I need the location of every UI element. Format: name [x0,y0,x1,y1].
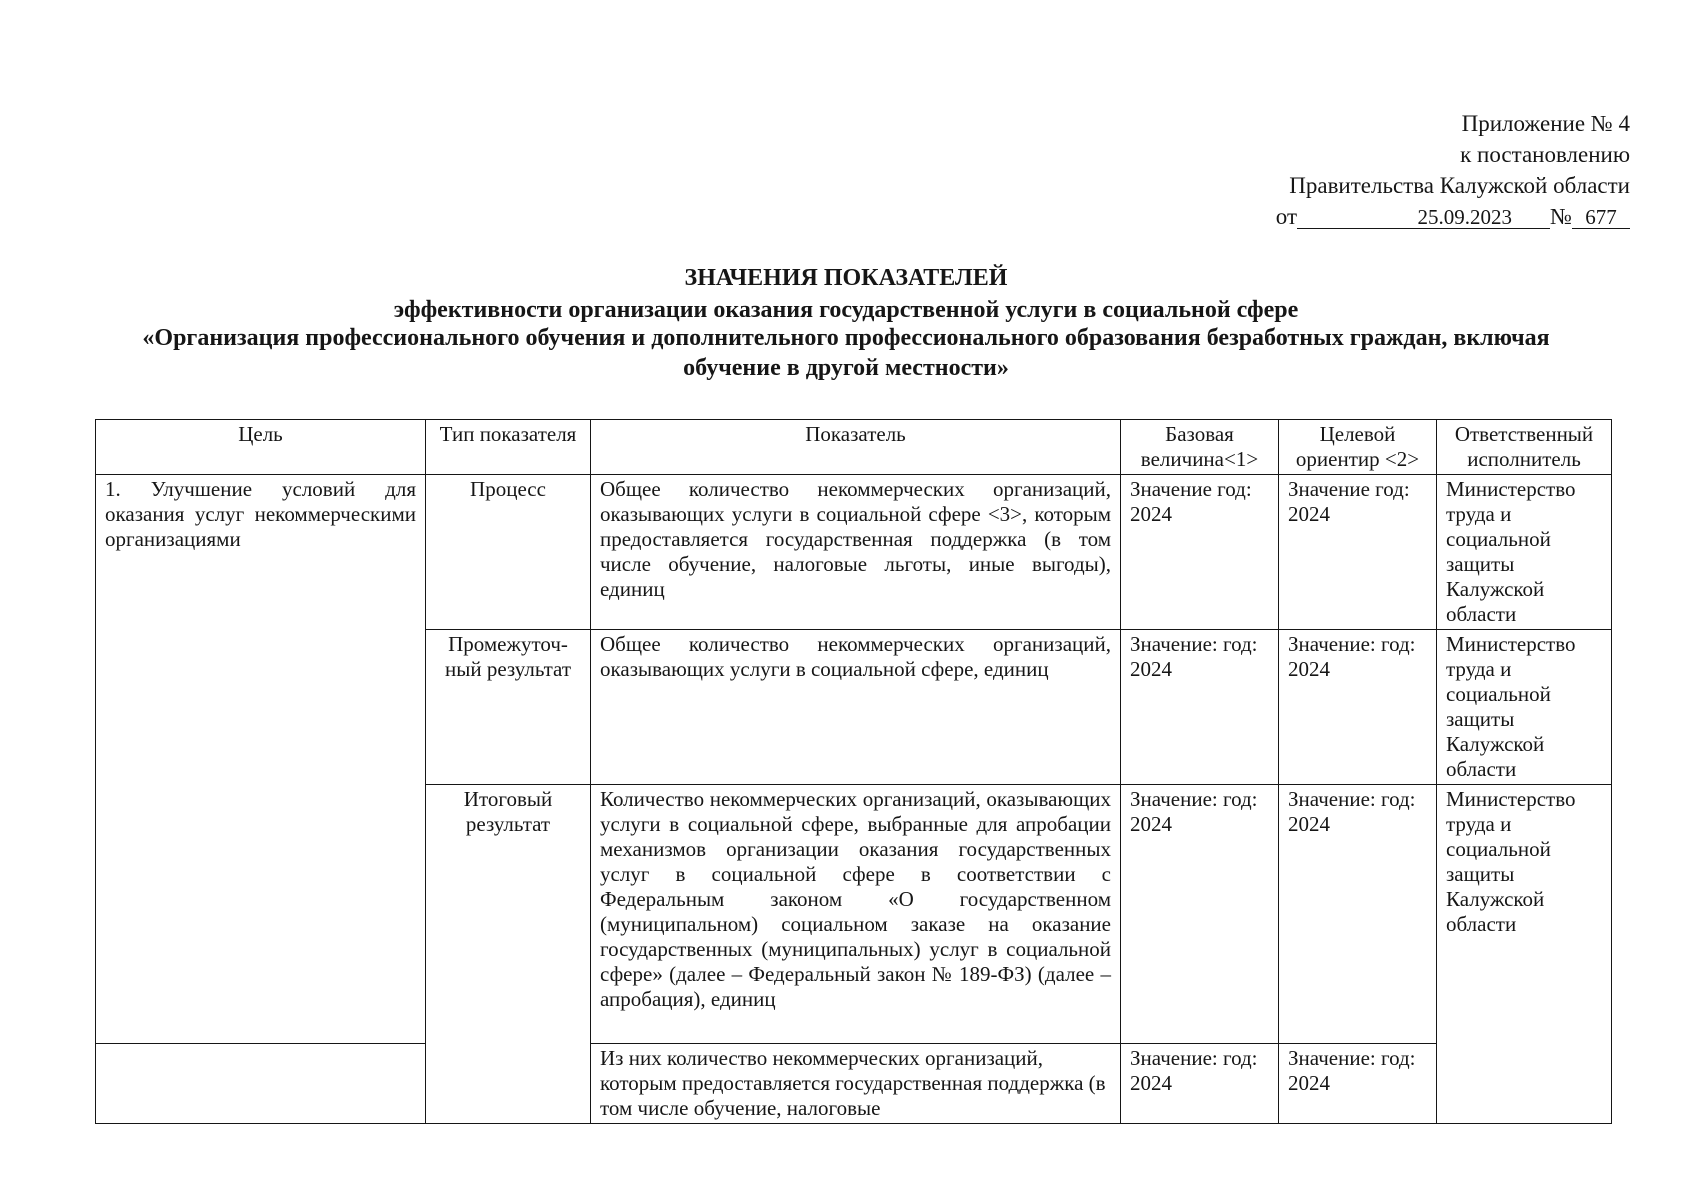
header-responsible: Ответственный исполнитель [1437,420,1612,475]
goal-cell: 1. Улучшение условий для оказания услуг некоммерческими организациями [96,475,426,1044]
base-cell: Значение: год: 2024 [1121,1044,1279,1124]
resolution-number: 677 [1572,206,1630,229]
header-indicator: Показатель [591,420,1121,475]
header-goal: Цель [96,420,426,475]
appendix-date-line [1276,201,1630,232]
appendix-block [1276,108,1630,232]
base-cell: Значение год: 2024 [1121,475,1279,630]
appendix-number: Приложение № 4 [1461,111,1630,136]
resolution-date: 25.09.2023 [1297,206,1550,229]
indicator-cell: Из них количество некоммерческих организаций, которым предоставляется государственная поддержка (в том числе обучение, налоговые [591,1044,1121,1124]
target-cell: Значение: год: 2024 [1279,1044,1437,1124]
target-cell: Значение: год: 2024 [1279,630,1437,785]
goal-cell-empty [96,1044,426,1124]
from-label: от [1275,204,1298,229]
service-name-line1: «Организация профессионального обучения и дополнительного профессионального образования безработных граждан, включая [142,325,1550,351]
responsible-cell: Министерство труда и социальной защиты Калужской области [1437,630,1612,785]
appendix-resolution: к постановлению [1460,142,1630,167]
appendix-government: Правительства Калужской области [1289,173,1630,198]
responsible-cell: Министерство труда и социальной защиты Калужской области [1437,475,1612,630]
target-cell: Значение год: 2024 [1279,475,1437,630]
indicator-cell: Количество некоммерческих организаций, оказывающих услуги в социальной сфере, выбранные для апробации механизмов организации оказания государственных услуг в социальной сфере в соответствии с Федеральным законом «О государственном (муниципальном) социальном заказе на оказание государственных (муниципальных) услуг в социальной сфере» (далее – Федеральный закон № 189-ФЗ) (далее – апробация), единиц [591,785,1121,1044]
type-cell: Итоговый результат [426,785,591,1124]
base-cell: Значение: год: 2024 [1121,785,1279,1044]
base-cell: Значение: год: 2024 [1121,630,1279,785]
indicators-table [95,419,1612,1124]
table-row [96,1044,1612,1124]
header-target: Целевой ориентир <2> [1279,420,1437,475]
indicator-cell: Общее количество некоммерческих организаций, оказывающих услуги в социальной сфере, единиц [591,630,1121,785]
type-cell: Промежуточ-ный результат [426,630,591,785]
header-type: Тип показателя [426,420,591,475]
responsible-cell: Министерство труда и социальной защиты Калужской области [1437,785,1612,1124]
indicator-cell: Общее количество некоммерческих организаций, оказывающих услуги в социальной сфере <3>, которым предоставляется государственная поддержка (в том числе обучение, налоговые льготы, иные выгоды), единиц [591,475,1121,630]
document-title: ЗНАЧЕНИЯ ПОКАЗАТЕЛЕЙ [684,265,1008,291]
service-name-line2: обучение в другой местности» [683,355,1009,381]
target-cell: Значение: год: 2024 [1279,785,1437,1044]
number-label: № [1550,204,1572,229]
header-base: Базовая величина<1> [1121,420,1279,475]
type-cell: Процесс [426,475,591,630]
document-subtitle: эффективности организации оказания государственной услуги в социальной сфере [393,297,1299,323]
table-row [96,475,1612,630]
table-header-row [96,420,1612,475]
